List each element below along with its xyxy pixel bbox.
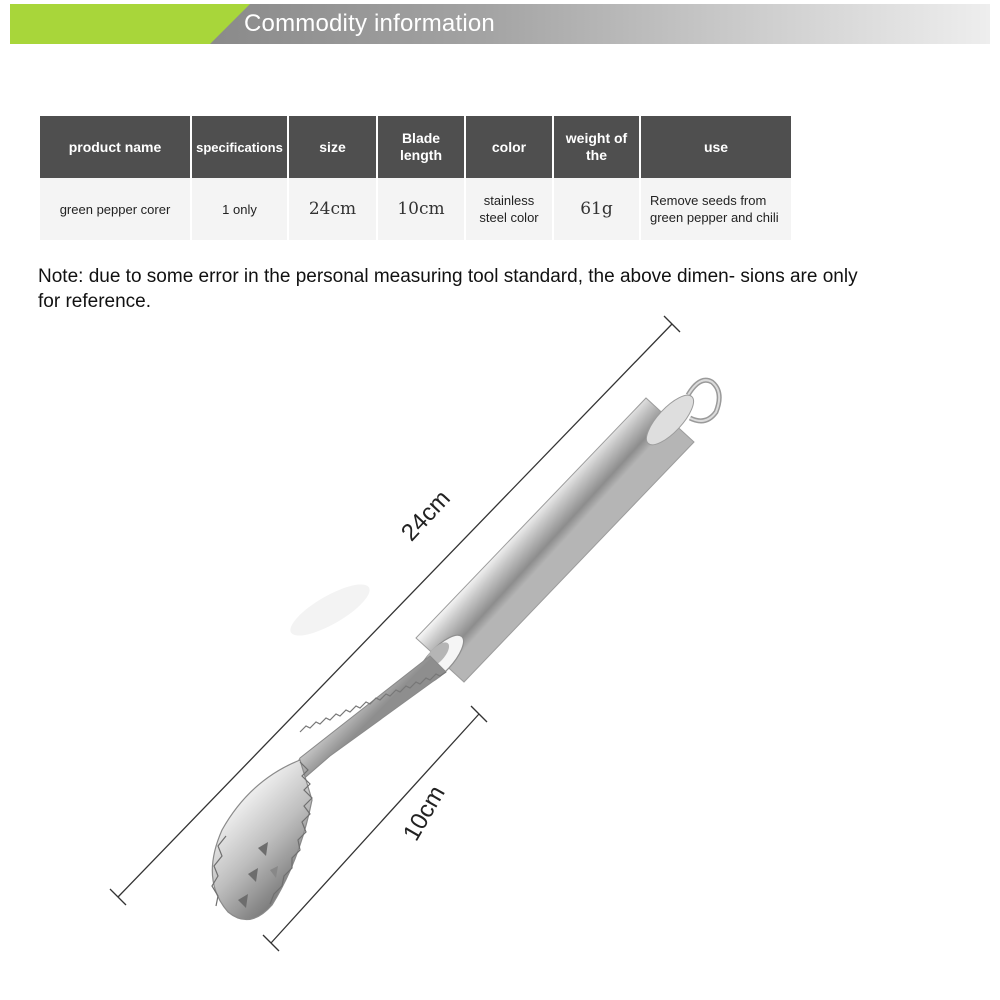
overall-length-dimension: [110, 316, 680, 905]
col-color: color: [466, 116, 552, 178]
col-weight: weight of the: [554, 116, 639, 178]
blade-length-label: 10cm: [398, 781, 451, 846]
measurement-note: Note: due to some error in the personal measuring tool standard, the above dimen- sions are only for reference.: [38, 266, 858, 312]
col-blade-length: Blade length: [378, 116, 464, 178]
cell-specifications: 1 only: [192, 178, 287, 240]
col-size: size: [289, 116, 376, 178]
cell-color: stainless steel color: [466, 178, 552, 240]
col-product-name: product name: [40, 116, 190, 178]
col-use: use: [641, 116, 791, 178]
cell-use: Remove seeds from green pepper and chili: [641, 178, 791, 240]
section-title: Commodity information: [244, 10, 495, 37]
shadow: [284, 575, 376, 644]
overall-length-label: 24cm: [396, 485, 456, 547]
cell-product-name: green pepper corer: [40, 178, 190, 240]
cell-blade-length: 10cm: [378, 178, 464, 240]
cell-size: 24cm: [289, 178, 376, 240]
handle: [409, 388, 700, 691]
cell-weight: 61g: [554, 178, 639, 240]
col-specifications: specifications: [192, 116, 287, 178]
